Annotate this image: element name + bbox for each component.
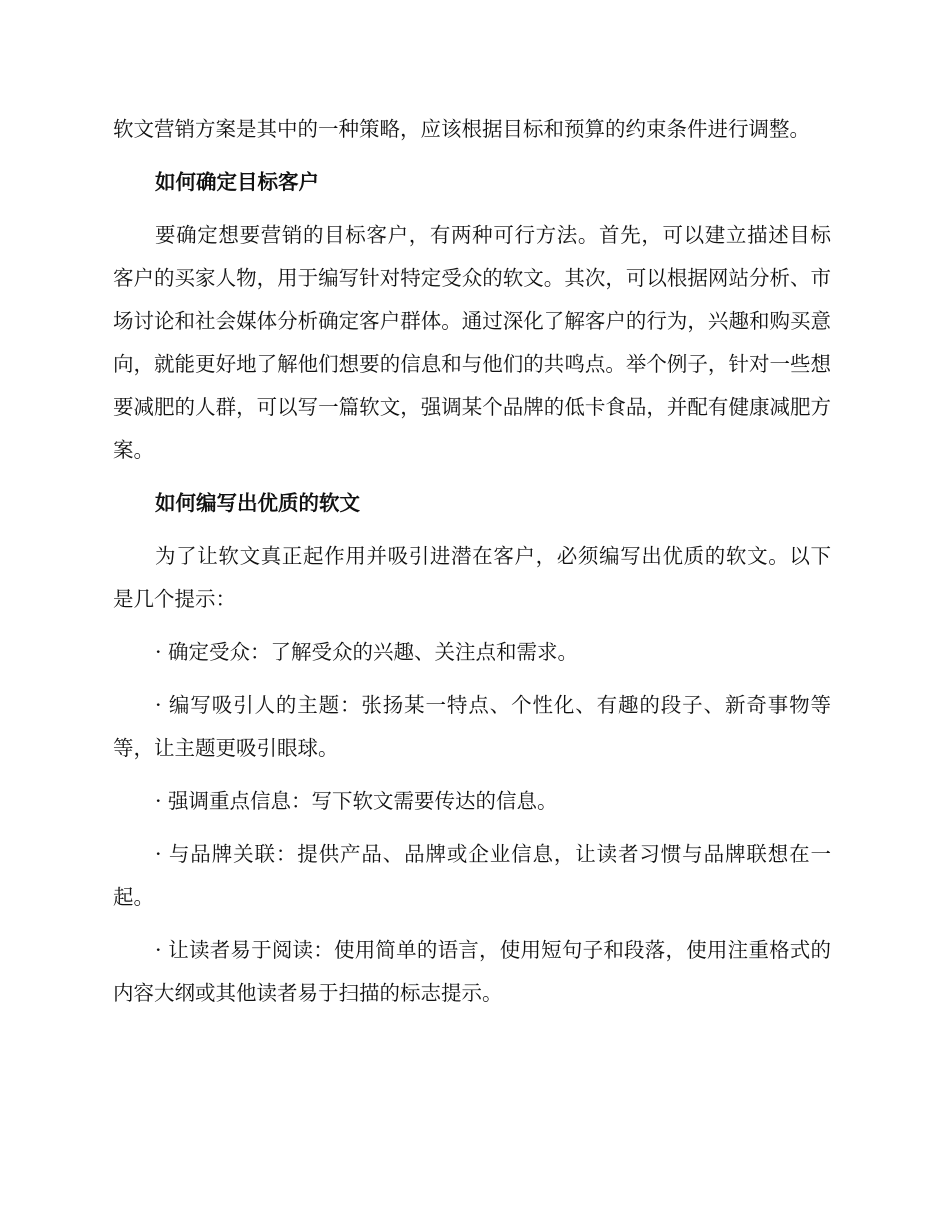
quality-writing-paragraph: 为了让软文真正起作用并吸引进潜在客户，必须编写出优质的软文。以下是几个提示：	[113, 544, 831, 611]
tip-item: · 强调重点信息：写下软文需要传达的信息。	[155, 789, 558, 813]
document-body	[113, 108, 831, 1025]
tip-item: · 与品牌关联：提供产品、品牌或企业信息，让读者习惯与品牌联想在一起。	[113, 842, 831, 909]
section-heading-quality-writing: 如何编写出优质的软文	[155, 491, 360, 515]
target-customers-paragraph: 要确定想要营销的目标客户，有两种可行方法。首先，可以建立描述目标客户的买家人物，用于编写针对特定受众的软文。其次，可以根据网站分析、市场讨论和社会媒体分析确定客户群体。通过深化了解客户的行为，兴趣和购买意向，就能更好地了解他们想要的信息和与他们的共鸣点。举个例子，针对一些想要减肥的人群，可以写一篇软文，强调某个品牌的低卡食品，并配有健康减肥方案。	[113, 223, 831, 462]
section-heading-target-customers: 如何确定目标客户	[155, 170, 319, 194]
tip-item: · 编写吸引人的主题：张扬某一特点、个性化、有趣的段子、新奇事物等等，让主题更吸引眼球。	[113, 693, 831, 760]
tip-item: · 确定受众：了解受众的兴趣、关注点和需求。	[155, 640, 579, 664]
intro-paragraph: 软文营销方案是其中的一种策略，应该根据目标和预算的约束条件进行调整。	[113, 117, 810, 141]
tip-item: · 让读者易于阅读：使用简单的语言，使用短句子和段落，使用注重格式的内容大纲或其他读者易于扫描的标志提示。	[113, 938, 831, 1005]
